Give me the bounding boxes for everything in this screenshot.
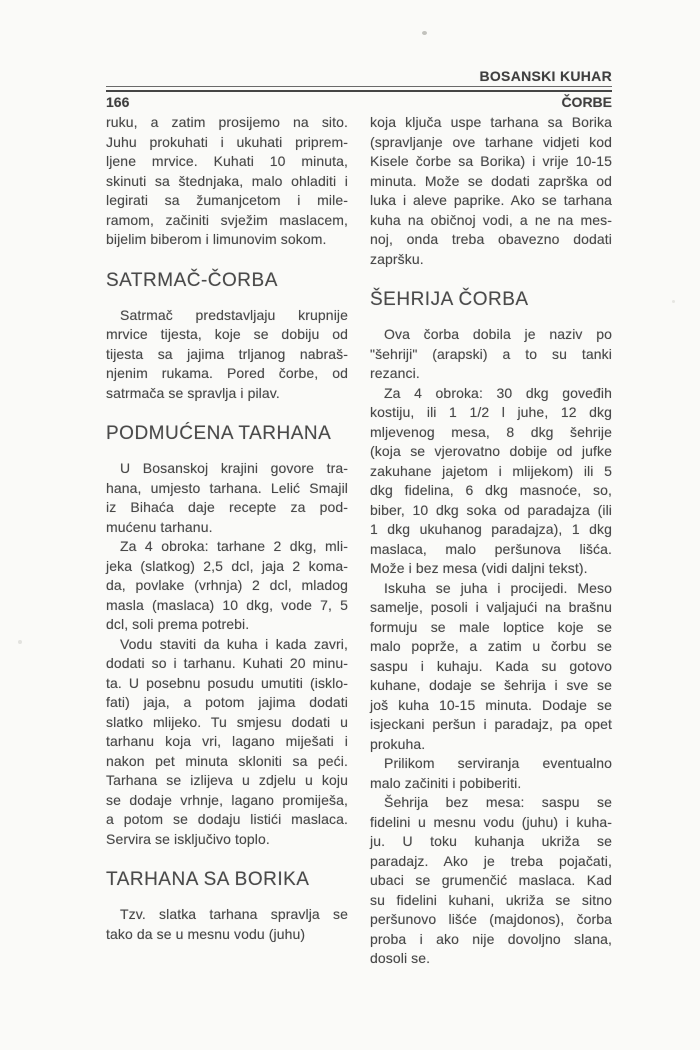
text-line: Vodu staviti da kuha i kada zavri,: [120, 635, 348, 652]
left-column: [106, 113, 348, 969]
text-line: a potom se dodaju listići maslaca.: [106, 811, 348, 827]
text-line: su fidelini kuhani, ukriža se sitno: [370, 891, 612, 908]
text-line: Servira se isključivo toplo.: [106, 830, 270, 847]
paragraph: [106, 113, 348, 250]
text-line: dcl, soli prema potrebi.: [106, 616, 250, 632]
text-line: Satrmač predstavljaju krupnije: [120, 306, 348, 323]
page-number: 166: [106, 94, 130, 110]
text-line: maslaca, malo peršunova lišća.: [370, 540, 612, 557]
text-line: tarhanu koja vri, lagano miješati i: [106, 733, 348, 749]
text-line: satrmača se spravlja i pilav.: [106, 384, 280, 401]
text-line: Za 4 obroka: 30 dkg goveđih: [384, 384, 612, 401]
text-line: tijesta sa jajima trljanog nabraš-: [106, 345, 348, 362]
text-line: paradajz. Ako je treba pojačati,: [370, 852, 612, 869]
text-line: njenim rukama. Pored čorbe, od: [106, 365, 348, 381]
paragraph: [106, 537, 348, 635]
text-line: isjeckani peršun i paradajz, pa opet: [370, 716, 612, 732]
scan-speck: [672, 300, 675, 303]
text-line: Tarhana se izlijeva u zdjelu u koju: [106, 772, 348, 788]
paragraph: [370, 579, 612, 755]
text-line: hana, umjesto tarhana. Lelić Smajil: [106, 479, 348, 496]
right-column: [370, 113, 612, 969]
text-line: Može i bez mesa (vidi daljni tekst).: [370, 560, 588, 576]
text-line: formuju se male loptice koje se: [370, 618, 612, 635]
text-line: (koja se vjerovatno dobije od jufke: [370, 443, 612, 459]
recipe-heading: SATRMAČ-ČORBA: [106, 269, 278, 291]
text-line: ta. U posebnu posudu umutiti (isklo-: [106, 674, 348, 691]
paragraph: [370, 384, 612, 579]
text-line: zakuhane jajetom i mlijekom) ili 5: [370, 462, 612, 479]
text-line: 1 dkg ukuhanog paradajza), 1 dkg: [370, 521, 612, 537]
text-line: samelje, posoli i valjajući na brašnu: [370, 599, 612, 615]
text-line: peršunovo lišće (majdonos), čorba: [370, 911, 612, 927]
text-line: rezanci.: [370, 365, 420, 381]
text-line: zapršku.: [370, 250, 424, 267]
text-line: malo začiniti i pobiberiti.: [370, 774, 522, 791]
text-line: fati) jaja, a potom jajima dodati: [106, 694, 348, 710]
text-line: tako da se u mesnu vodu (juhu): [106, 925, 306, 942]
text-line: Juhu prokuhati i ukuhati priprem-: [106, 133, 348, 150]
text-line: U Bosanskoj krajini govore tra-: [120, 460, 348, 476]
text-line: mljevenog mesa, 8 dkg šehrije: [370, 423, 612, 440]
text-line: Kisele čorbe sa Borika) i vrije 10-15: [370, 153, 612, 169]
text-line: koja ključa uspe tarhana sa Borika: [370, 114, 612, 130]
header-rule-thick: [106, 90, 612, 92]
text-line: da, povlake (vrhnja) 2 dcl, mladog: [106, 577, 348, 593]
text-line: nakon pet minuta skloniti sa peći.: [106, 752, 348, 769]
text-line: Za 4 obroka: tarhane 2 dkg, mli-: [120, 538, 348, 554]
text-line: Ova čorba dobila je naziv po: [384, 326, 612, 342]
text-line: Prilikom serviranja eventualno: [384, 755, 612, 771]
text-line: kuha na običnoj vodi, a ne na mes-: [370, 211, 612, 228]
text-line: ubaci se grumenčić maslaca. Kad: [370, 872, 612, 888]
text-line: Šehrija bez mesa: saspu se: [384, 794, 612, 810]
text-line: jeka (slatkog) 2,5 dcl, jaja 2 koma-: [106, 557, 348, 574]
text-line: slatko mlijeko. Tu smjesu dodati u: [106, 713, 348, 730]
text-line: saspu i kuhaju. Kada su gotovo: [370, 657, 612, 674]
paragraph: [370, 754, 612, 793]
text-line: noj, onda treba obavezno dodati: [370, 231, 612, 247]
text-line: prokuha.: [370, 735, 426, 752]
text-line: mućenu tarhanu.: [106, 518, 213, 535]
recipe-heading: PODMUĆENA TARHANA: [106, 423, 332, 444]
paragraph: [370, 113, 612, 269]
page-header: [106, 0, 612, 111]
text-line: luka i aleve paprike. Ako se tarhana: [370, 192, 612, 208]
text-line: dkg fidelina, 6 dkg masnoće, so,: [370, 482, 612, 498]
recipe-heading: ŠEHRIJA ČORBA: [370, 289, 529, 310]
book-title: BOSANSKI KUHAR: [479, 68, 612, 84]
text-line: dosoli se.: [370, 950, 431, 966]
text-line: ramom, začiniti svježim maslacem,: [106, 211, 348, 228]
text-line: masla (maslaca) 10 dkg, vode 7, 5: [106, 596, 348, 613]
text-line: bijelim biberom i limunovim sokom.: [106, 231, 327, 247]
text-line: se dodaje vrhnje, lagano promiješa,: [106, 791, 348, 808]
text-line: proba i ako nije dovoljno slana,: [370, 930, 612, 947]
text-line: (spravljanje ove tarhane vidjeti kod: [370, 133, 612, 150]
text-line: dodati so i tarhanu. Kuhati 20 minu-: [106, 655, 348, 671]
text-line: Tzv. slatka tarhana spravlja se: [120, 906, 348, 922]
text-columns: [106, 113, 612, 969]
paragraph: [106, 905, 348, 944]
text-line: malo poprže, a zatim u čorbu se: [370, 638, 612, 654]
header-row: [106, 94, 612, 111]
paragraph: [370, 325, 612, 384]
text-line: biber, 10 dkg soka od paradajza (ili: [370, 501, 612, 518]
text-line: još kuha 10-15 minuta. Dodaje se: [370, 696, 612, 713]
text-line: legirati sa žumanjcetom i mile-: [106, 192, 348, 208]
text-line: kostiju, ili 1 1/2 l juhe, 12 dkg: [370, 404, 612, 420]
text-line: fidelini u mesnu vodu (juhu) i kuha-: [370, 813, 612, 830]
text-line: minuta. Može se dodati zaprška od: [370, 172, 612, 189]
paragraph: [106, 635, 348, 850]
header-rule-thin: [106, 86, 612, 87]
paragraph: [106, 306, 348, 404]
recipe-heading: TARHANA SA BORIKA: [106, 869, 310, 890]
text-line: kuhane, dodaje se šehrija i sve se: [370, 677, 612, 693]
chapter-title: ČORBE: [561, 94, 612, 110]
paragraph: [106, 459, 348, 537]
paragraph: [370, 793, 612, 969]
text-line: ljene mrvice. Kuhati 10 minuta,: [106, 153, 348, 169]
scan-speck: [18, 640, 22, 644]
text-line: "šehriji" (arapski) a to su tanki: [370, 345, 612, 362]
text-line: ju. U toku kuhanja ukriža se: [370, 833, 612, 849]
text-line: skinuti sa štednjaka, malo ohladiti i: [106, 172, 348, 189]
text-line: mrvice tijesta, koje se dobiju od: [106, 326, 348, 342]
text-line: ruku, a zatim prosijemo na sito.: [106, 114, 348, 130]
text-line: Iskuha se juha i procijedi. Meso: [384, 579, 612, 596]
text-line: iz Bihaća daje recepte za pod-: [106, 499, 348, 515]
